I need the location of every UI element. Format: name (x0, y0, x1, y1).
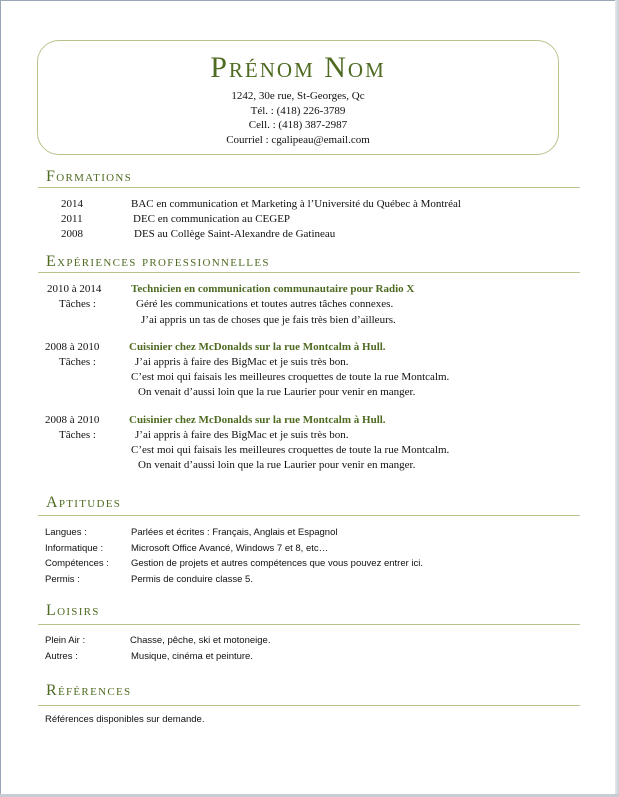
formation-year: 2014 (61, 198, 83, 210)
job-title: Technicien en communication communautaire pour Radio X (131, 283, 415, 295)
email: Courriel : cgalipeau@email.com (226, 133, 370, 146)
section-title-references: Références (46, 682, 132, 699)
aptitude-label: Compétences : (45, 558, 109, 569)
page-shadow-right (615, 0, 619, 797)
section-rule (38, 705, 580, 706)
formation-year: 2011 (61, 213, 83, 225)
cellphone: Cell. : (418) 387-2987 (248, 119, 348, 131)
aptitude-label: Informatique : (45, 543, 104, 554)
tasks-label: Tâches : (59, 356, 96, 368)
task-line: On venait d’aussi loin que la rue Laurier pour venir en manger. (138, 459, 416, 471)
tasks-label: Tâches : (59, 298, 96, 310)
tasks-label: Tâches : (59, 429, 96, 441)
aptitude-value: Gestion de projets et autres compétences que vous pouvez entrer ici. (131, 558, 424, 569)
loisir-value: Chasse, pêche, ski et motoneige. (130, 635, 271, 646)
loisir-value: Musique, cinéma et peinture. (131, 651, 253, 662)
task-line: C’est moi qui faisais les meilleures croquettes de toute la rue Montcalm. (131, 444, 450, 456)
job-period: 2010 à 2014 (47, 283, 102, 295)
section-rule (38, 187, 580, 188)
job-title: Cuisinier chez McDonalds sur la rue Montcalm à Hull. (129, 341, 386, 353)
header-box (37, 40, 559, 155)
section-rule (38, 515, 580, 516)
aptitude-label: Langues : (45, 527, 87, 538)
section-rule (38, 624, 580, 625)
formation-text: DES au Collège Saint-Alexandre de Gatineau (134, 228, 336, 240)
loisir-label: Plein Air : (45, 635, 86, 646)
section-rule (38, 272, 580, 273)
job-period: 2008 à 2010 (45, 414, 100, 426)
task-line: J’ai appris à faire des BigMac et je suis très bon. (135, 429, 349, 441)
aptitude-value: Microsoft Office Avancé, Windows 7 et 8, etc… (131, 543, 329, 554)
candidate-name: Prénom Nom (210, 51, 386, 84)
telephone: Tél. : (418) 226-3789 (250, 104, 346, 117)
section-title-aptitudes: Aptitudes (46, 494, 122, 511)
task-line: Géré les communications et toutes autres tâches connexes. (136, 298, 394, 310)
formation-year: 2008 (61, 228, 83, 240)
aptitude-label: Permis : (45, 574, 80, 585)
job-title: Cuisinier chez McDonalds sur la rue Montcalm à Hull. (129, 414, 386, 426)
formation-text: DEC en communication au CEGEP (133, 213, 291, 225)
task-line: J’ai appris un tas de choses que je fais très bien d’ailleurs. (141, 314, 396, 326)
task-line: On venait d’aussi loin que la rue Laurier pour venir en manger. (138, 386, 416, 398)
section-title-experiences: Expériences professionnelles (46, 253, 270, 270)
formation-text: BAC en communication et Marketing à l’Université du Québec à Montréal (131, 198, 461, 210)
aptitude-value: Parlées et écrites : Français, Anglais et Espagnol (131, 527, 338, 538)
address: 1242, 30e rue, St-Georges, Qc (231, 90, 365, 102)
aptitude-value: Permis de conduire classe 5. (131, 574, 253, 585)
task-line: J’ai appris à faire des BigMac et je suis très bon. (135, 356, 349, 368)
task-line: C’est moi qui faisais les meilleures croquettes de toute la rue Montcalm. (131, 371, 450, 383)
job-period: 2008 à 2010 (45, 341, 100, 353)
references-text: Références disponibles sur demande. (45, 714, 205, 725)
section-title-formations: Formations (46, 168, 133, 185)
contact-block (38, 89, 558, 147)
loisir-label: Autres : (45, 651, 78, 662)
section-title-loisirs: Loisirs (46, 602, 100, 619)
